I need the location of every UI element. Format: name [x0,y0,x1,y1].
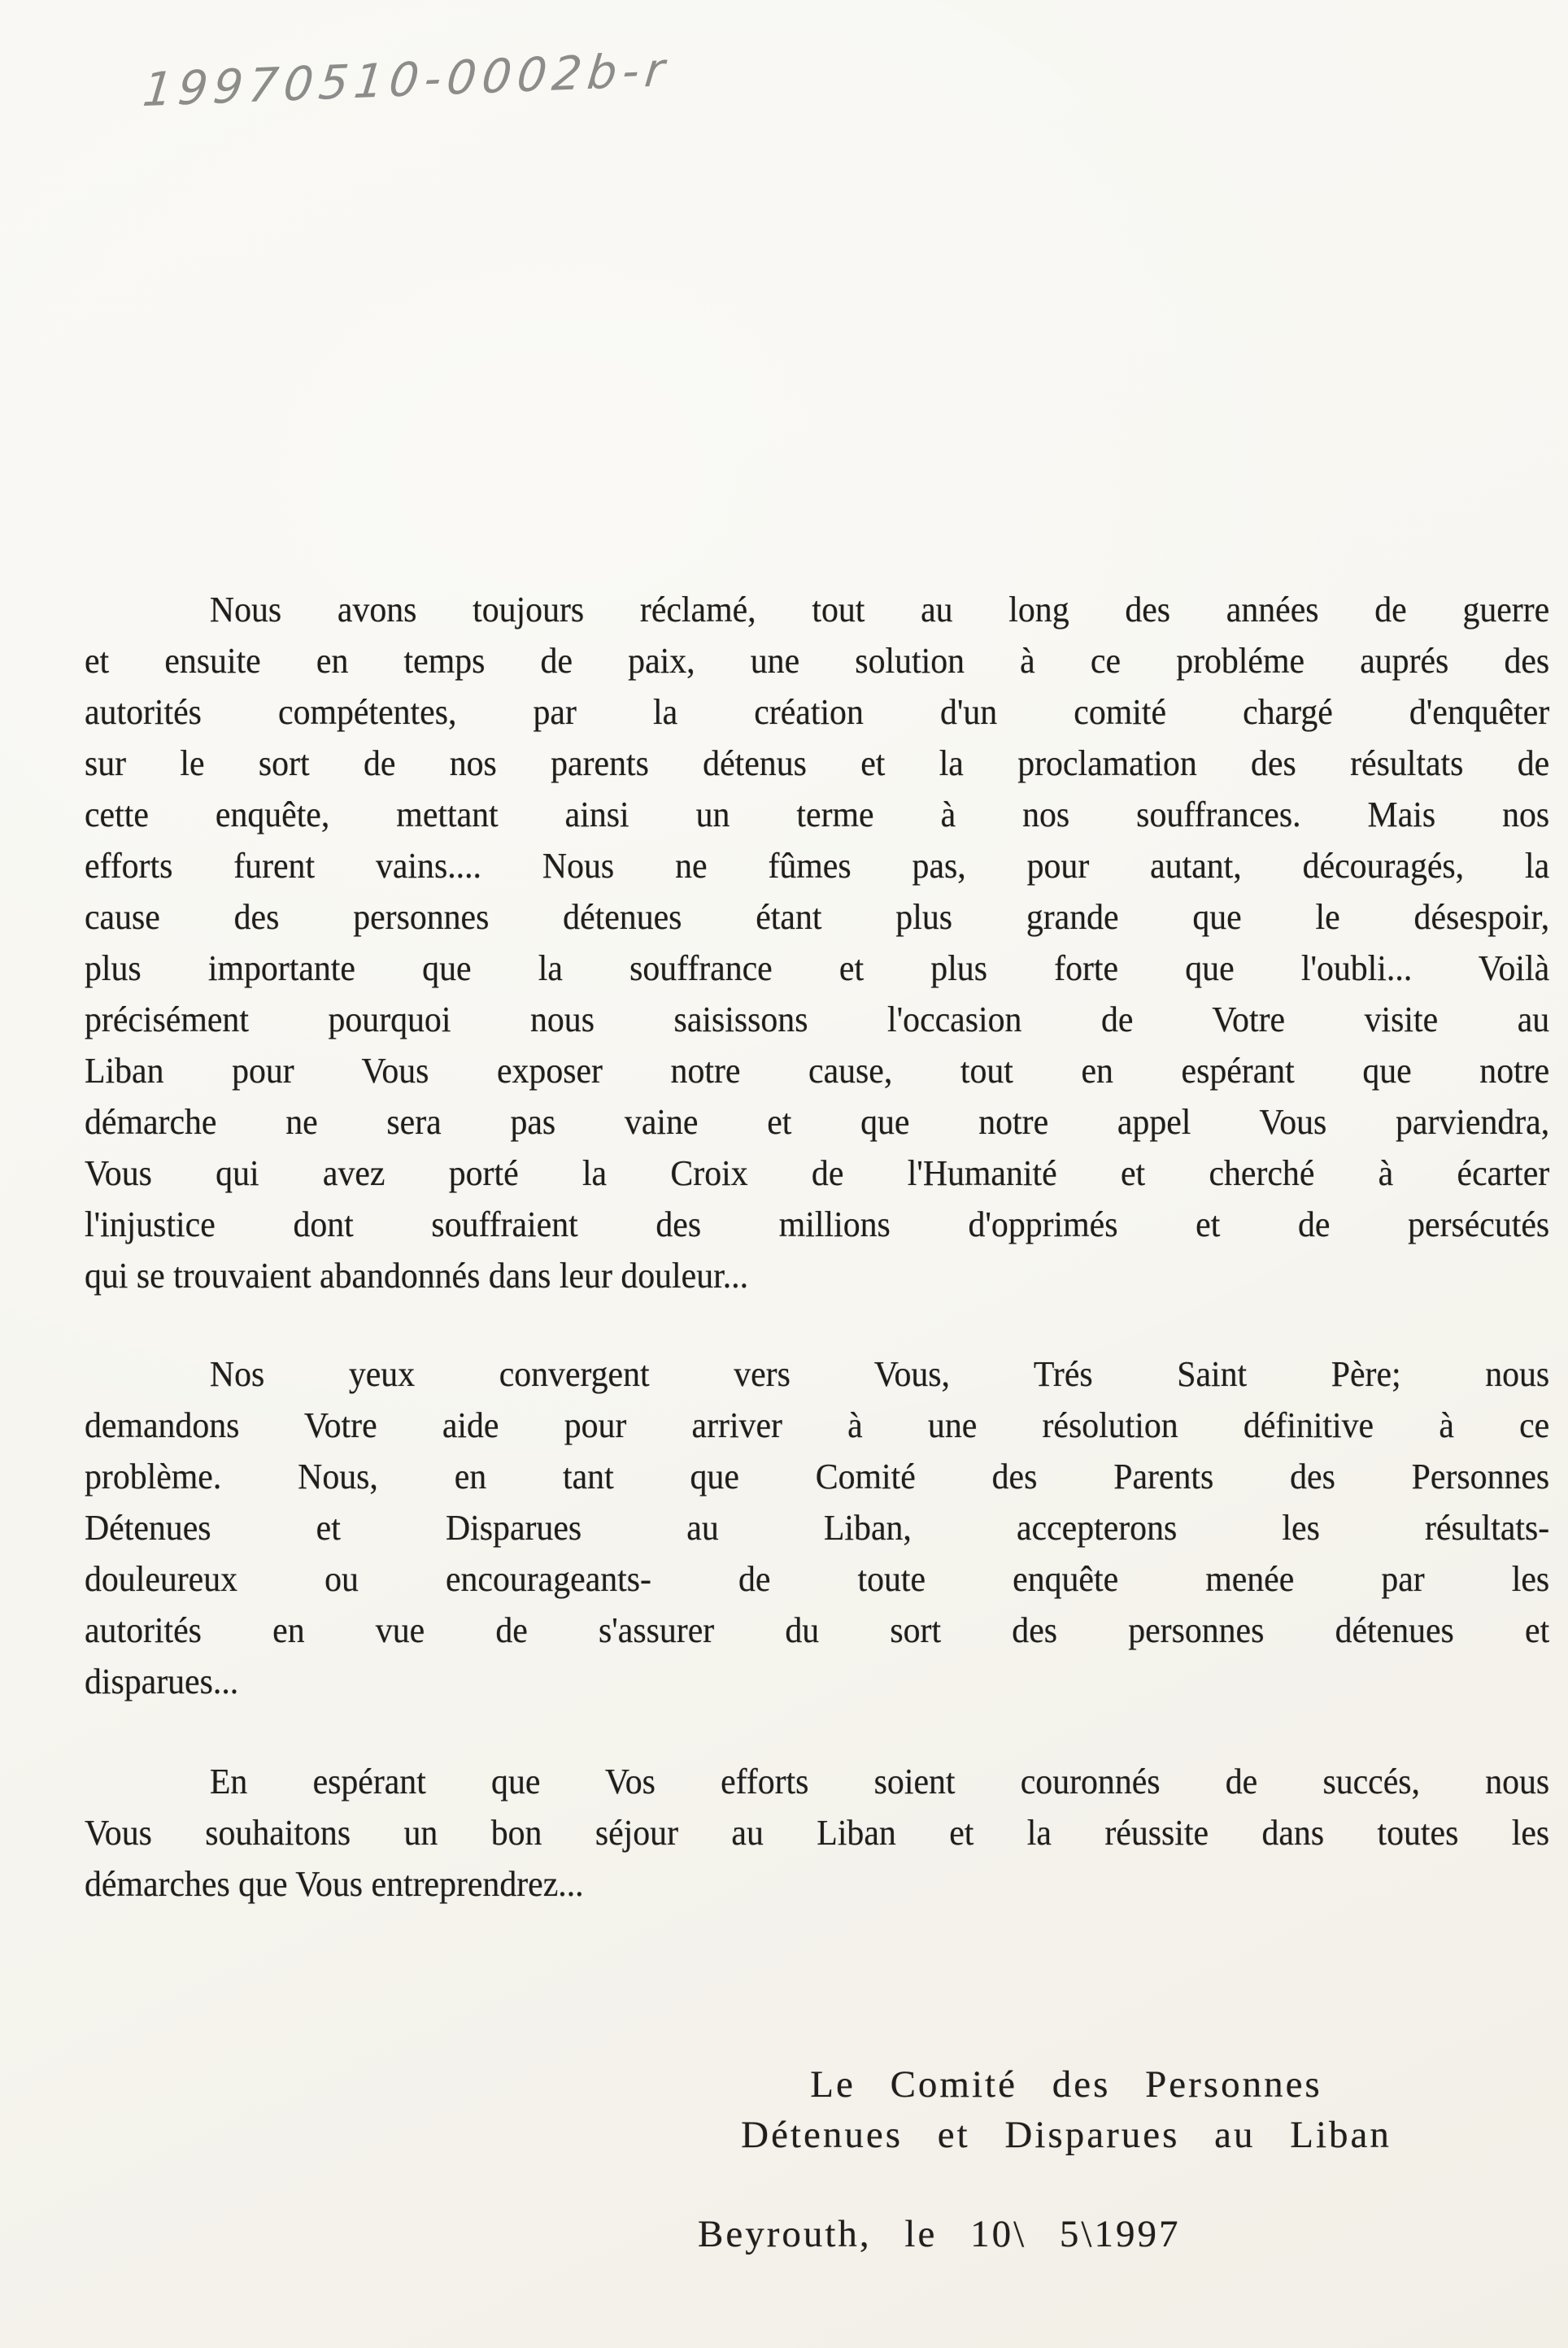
text-line: disparues... [85,1662,239,1701]
text-line: Détenues et Disparues au Liban, accepterons les résultats- [85,1508,1550,1548]
text-line: qui se trouvaient abandonnés dans leur douleur... [85,1256,749,1296]
text-line: efforts furent vains.... Nous ne fûmes pas, pour autant, découragés, la [85,846,1550,886]
text-line: cette enquête, mettant ainsi un terme à nos souffrances. Mais nos [85,795,1550,834]
text-line: demandons Votre aide pour arriver à une résolution définitive à ce [85,1405,1550,1445]
text-line: En espérant que Vos efforts soient couronnés de succés, nous [209,1762,1550,1801]
text-line: plus importante que la souffrance et plus forte que l'oubli... Voilà [85,948,1550,988]
signature-org-line-2: Détenues et Disparues au Liban [741,2114,1392,2156]
signature-block [615,2059,1518,2160]
text-line: problème. Nous, en tant que Comité des Parents des Personnes [85,1457,1550,1496]
text-line: et ensuite en temps de paix, une solution à ce probléme auprés des [85,641,1550,681]
text-line: Liban pour Vous exposer notre cause, tout en espérant que notre [85,1051,1550,1091]
text-line: autorités en vue de s'assurer du sort des personnes détenues et [85,1610,1550,1650]
paragraph-1 [85,584,1549,1301]
text-line: sur le sort de nos parents détenus et la proclamation des résultats de [85,743,1550,783]
paragraph-2 [85,1348,1549,1707]
handwritten-document-id: 19970510-0002b-r [140,42,673,118]
text-line: autorités compétentes, par la création d'un comité chargé d'enquêter [85,692,1550,732]
text-line: Vous qui avez porté la Croix de l'Humanité et cherché à écarter [85,1153,1550,1193]
place-and-date-line: Beyrouth, le 10\ 5\1997 [698,2213,1181,2255]
text-line: Nos yeux convergent vers Vous, Trés Saint Père; nous [209,1354,1550,1394]
paragraph-3 [85,1756,1549,1910]
text-line: douleureux ou encourageants- de toute enquête menée par les [85,1559,1550,1599]
signature-org-line-1: Le Comité des Personnes [810,2063,1322,2106]
text-line: Vous souhaitons un bon séjour au Liban et la réussite dans toutes les [85,1813,1550,1853]
text-line: Nous avons toujours réclamé, tout au long des années de guerre [209,590,1550,629]
text-line: précisément pourquoi nous saisissons l'occasion de Votre visite au [85,1000,1550,1039]
text-line: démarche ne sera pas vaine et que notre appel Vous parviendra, [85,1102,1550,1142]
text-line: démarches que Vous entreprendrez... [85,1864,584,1904]
letter-body [85,584,1549,1910]
text-line: cause des personnes détenues étant plus grande que le désespoir, [85,897,1550,937]
text-line: l'injustice dont souffraient des millions d'opprimés et de persécutés [85,1204,1550,1244]
